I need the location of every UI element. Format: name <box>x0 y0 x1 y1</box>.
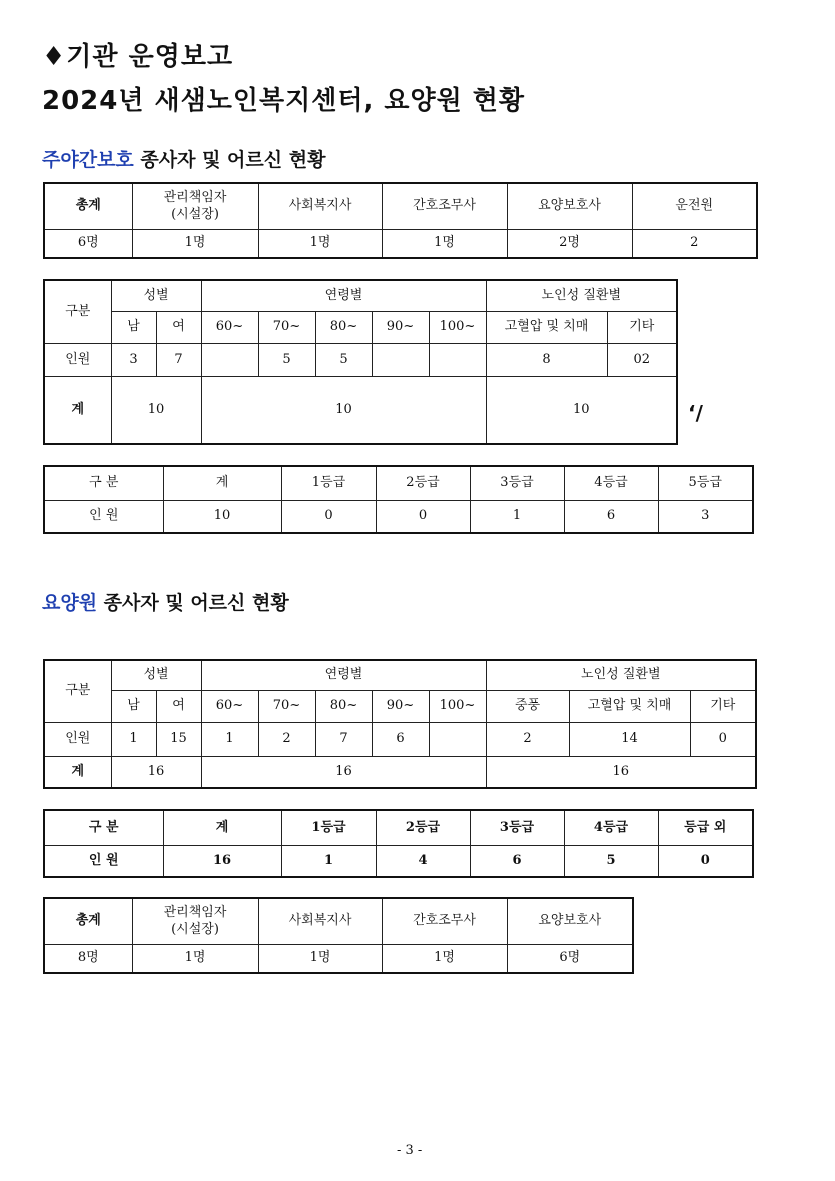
total-value: 16 <box>111 756 201 788</box>
value-cell: 6 <box>564 500 658 533</box>
gender-value: 3 <box>111 343 156 376</box>
value-cell: 8명 <box>44 944 132 973</box>
total-value: 16 <box>201 756 486 788</box>
header-cell: 구 분 <box>44 466 163 500</box>
header-cell: 요양보호사 <box>507 898 633 944</box>
value-cell: 5 <box>564 845 658 877</box>
value-cell: 16 <box>163 845 281 877</box>
side-mark: ‘/ <box>688 401 703 425</box>
disease-value: 14 <box>569 722 690 756</box>
header-cell: 계 <box>163 466 281 500</box>
gender-col: 남 <box>111 311 156 343</box>
nursing-grades-table <box>43 809 754 878</box>
header-cell: 2등급 <box>376 810 470 845</box>
value-cell: 0 <box>281 500 376 533</box>
age-value: 7 <box>315 722 372 756</box>
header-cell: 등급 외 <box>658 810 753 845</box>
value-cell: 10 <box>163 500 281 533</box>
daycare-heading <box>42 145 325 172</box>
header-cell: 3등급 <box>470 466 564 500</box>
total-value: 16 <box>486 756 756 788</box>
disease-header: 노인성 질환별 <box>486 660 756 690</box>
header-cell: 계 <box>163 810 281 845</box>
disease-value: 8 <box>486 343 607 376</box>
daycare-heading-rest: 종사자 및 어르신 현황 <box>133 149 326 171</box>
disease-value: 0 <box>690 722 756 756</box>
value-cell: 2명 <box>507 229 632 258</box>
row-label: 인원 <box>44 722 111 756</box>
header-cell: 3등급 <box>470 810 564 845</box>
value-cell: 4 <box>376 845 470 877</box>
total-value: 10 <box>486 376 677 444</box>
value-cell: 1 <box>281 845 376 877</box>
header-cell: 5등급 <box>658 466 753 500</box>
gender-value: 15 <box>156 722 201 756</box>
value-cell: 1명 <box>382 944 507 973</box>
age-value <box>201 343 258 376</box>
disease-col: 고혈압 및 치매 <box>486 311 607 343</box>
age-value: 5 <box>315 343 372 376</box>
age-value: 5 <box>258 343 315 376</box>
age-col: 100~ <box>429 311 486 343</box>
header-cell: 관리책임자 (시설장) <box>132 183 258 229</box>
gender-header: 성별 <box>111 280 201 311</box>
header-cell: 간호조무사 <box>382 183 507 229</box>
header-cell: 사회복지사 <box>258 183 382 229</box>
disease-col: 중풍 <box>486 690 569 722</box>
page-number: - 3 - <box>397 1143 423 1158</box>
total-label: 계 <box>44 376 111 444</box>
value-cell: 인 원 <box>44 845 163 877</box>
header-cell: 1등급 <box>281 810 376 845</box>
value-cell: 1 <box>470 500 564 533</box>
age-col: 70~ <box>258 311 315 343</box>
header-cell: 사회복지사 <box>258 898 382 944</box>
value-cell: 2 <box>632 229 757 258</box>
age-col: 60~ <box>201 311 258 343</box>
header-cell: 구 분 <box>44 810 163 845</box>
age-header: 연령별 <box>201 280 486 311</box>
gubun-label: 구분 <box>44 280 111 343</box>
age-col: 80~ <box>315 690 372 722</box>
value-cell: 6명 <box>507 944 633 973</box>
header-cell: 간호조무사 <box>382 898 507 944</box>
header-cell: 관리책임자 (시설장) <box>132 898 258 944</box>
value-cell: 1명 <box>258 944 382 973</box>
age-col: 70~ <box>258 690 315 722</box>
gender-col: 남 <box>111 690 156 722</box>
gender-col: 여 <box>156 690 201 722</box>
header-cell: 2등급 <box>376 466 470 500</box>
nursing-seniors-table <box>43 659 757 789</box>
header-cell: 요양보호사 <box>507 183 632 229</box>
header-cell: 4등급 <box>564 466 658 500</box>
header-cell: 1등급 <box>281 466 376 500</box>
daycare-grades-table <box>43 465 754 534</box>
age-col: 100~ <box>429 690 486 722</box>
value-cell: 1명 <box>132 944 258 973</box>
disease-header: 노인성 질환별 <box>486 280 677 311</box>
disease-col: 고혈압 및 치매 <box>569 690 690 722</box>
gender-value: 1 <box>111 722 156 756</box>
header-cell: 운전원 <box>632 183 757 229</box>
disease-col: 기타 <box>607 311 677 343</box>
age-value <box>372 343 429 376</box>
age-value: 1 <box>201 722 258 756</box>
disease-col: 기타 <box>690 690 756 722</box>
age-header: 연령별 <box>201 660 486 690</box>
gender-col: 여 <box>156 311 201 343</box>
total-label: 계 <box>44 756 111 788</box>
header-cell: 총계 <box>44 898 132 944</box>
header-cell: 총계 <box>44 183 132 229</box>
gubun-label: 구분 <box>44 660 111 722</box>
value-cell: 1명 <box>258 229 382 258</box>
disease-value: 02 <box>607 343 677 376</box>
age-value <box>429 722 486 756</box>
page-title: 2024년 새샘노인복지센터, 요양원 현황 <box>42 86 526 116</box>
nursing-heading-colored: 요양원 <box>42 592 98 614</box>
age-value: 6 <box>372 722 429 756</box>
nursing-staff-table <box>43 897 634 974</box>
gender-header: 성별 <box>111 660 201 690</box>
age-col: 60~ <box>201 690 258 722</box>
row-label: 인원 <box>44 343 111 376</box>
value-cell: 6명 <box>44 229 132 258</box>
daycare-staff-table <box>43 182 758 259</box>
nursing-heading-rest: 종사자 및 어르신 현황 <box>97 592 289 614</box>
age-col: 90~ <box>372 311 429 343</box>
value-cell: 인 원 <box>44 500 163 533</box>
value-cell: 0 <box>658 845 753 877</box>
value-cell: 1명 <box>132 229 258 258</box>
disease-value: 2 <box>486 722 569 756</box>
value-cell: 6 <box>470 845 564 877</box>
age-value <box>429 343 486 376</box>
value-cell: 3 <box>658 500 753 533</box>
age-col: 90~ <box>372 690 429 722</box>
report-heading: ♦기관 운영보고 <box>42 42 234 72</box>
daycare-seniors-table <box>43 279 678 445</box>
total-value: 10 <box>111 376 201 444</box>
value-cell: 0 <box>376 500 470 533</box>
nursing-home-heading <box>42 588 289 615</box>
daycare-heading-colored: 주야간보호 <box>42 149 134 171</box>
gender-value: 7 <box>156 343 201 376</box>
value-cell: 1명 <box>382 229 507 258</box>
age-col: 80~ <box>315 311 372 343</box>
total-value: 10 <box>201 376 486 444</box>
age-value: 2 <box>258 722 315 756</box>
header-cell: 4등급 <box>564 810 658 845</box>
